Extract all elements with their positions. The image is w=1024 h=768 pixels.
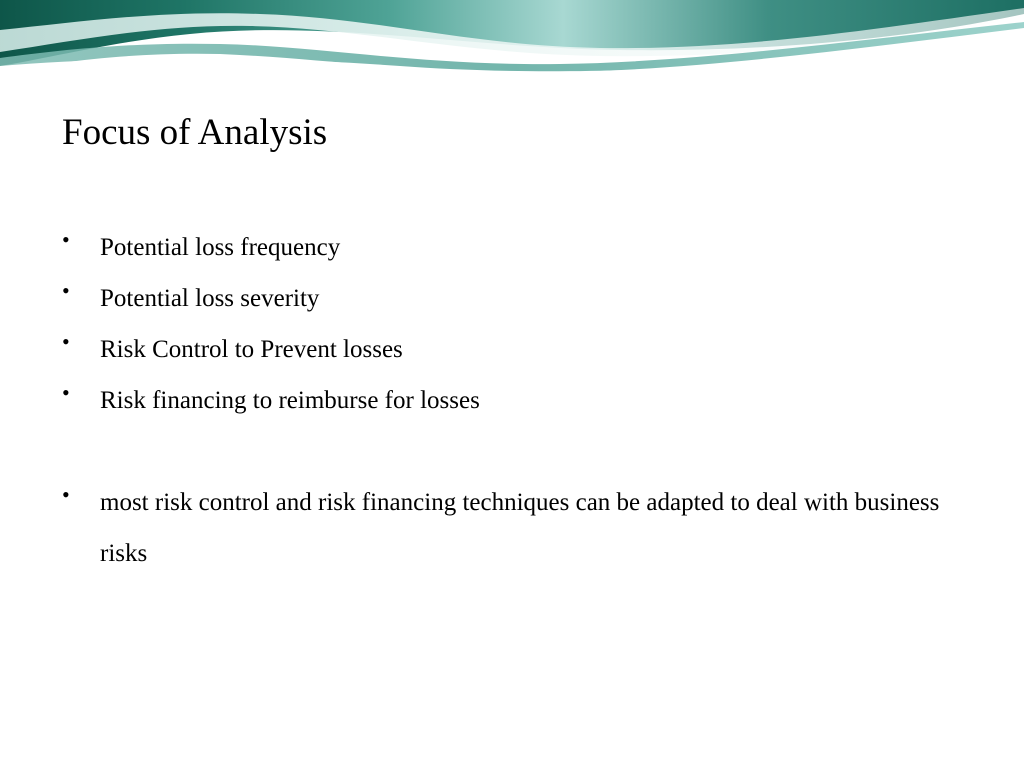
bullet-text: most risk control and risk financing techniques can be adapted to deal with business risks [100, 489, 940, 567]
slide-title: Focus of Analysis [62, 112, 328, 153]
bullet-dot-icon: • [62, 227, 70, 252]
bullet-text: Potential loss severity [100, 285, 320, 312]
wave-banner-decoration [0, 0, 1024, 80]
bullet-dot-icon: • [62, 380, 70, 405]
bullet-text: Potential loss frequency [100, 234, 341, 261]
bullet-item [62, 273, 962, 324]
bullet-item [62, 222, 962, 273]
bullet-item [62, 324, 962, 375]
bullet-text: Risk financing to reimburse for losses [100, 387, 480, 414]
bullet-dot-icon: • [62, 482, 70, 507]
bullet-dot-icon: • [62, 329, 70, 354]
bullet-text: Risk Control to Prevent losses [100, 336, 403, 363]
bullet-item [62, 375, 962, 426]
bullet-dot-icon: • [62, 278, 70, 303]
bullet-list [62, 222, 962, 579]
bullet-item [62, 477, 962, 579]
